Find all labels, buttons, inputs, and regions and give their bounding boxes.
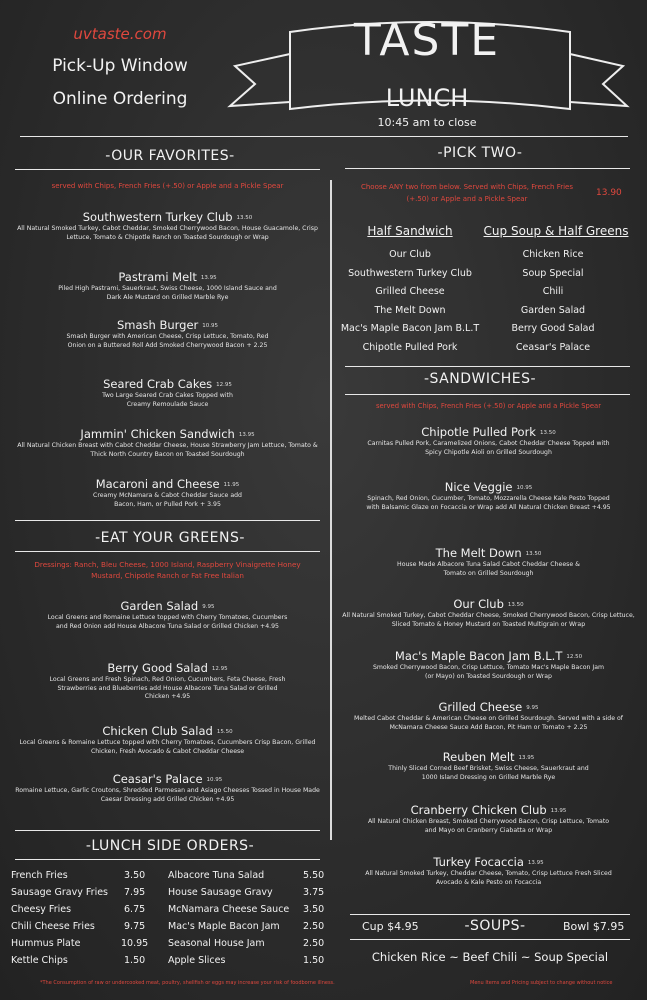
menu-item	[15, 266, 320, 302]
pick-two-price: 13.90	[596, 188, 622, 198]
item-desc: Smoked Cherrywood Bacon, Crisp Lettuce, Tomato Mac's Maple Bacon Jam (or Mayo) on Toasted Sourdough or Wrap	[372, 664, 605, 680]
pick-option: Ceasar's Palace	[515, 341, 591, 353]
sandwiches-heading: -SANDWICHES-	[423, 371, 537, 387]
pickup-window-text: Pick-Up Window	[52, 56, 188, 76]
soups-heading: -SOUPS-	[464, 918, 526, 934]
item-price: 9.95	[526, 705, 539, 711]
pick-option: Chili	[542, 286, 564, 298]
item-price: 12.95	[211, 666, 228, 672]
item-price: 13.95	[238, 432, 255, 438]
website-link[interactable]: uvtaste.com	[73, 25, 167, 43]
pick-two-rule	[345, 168, 630, 169]
item-name: Pastrami Melt	[118, 270, 197, 284]
menu-item	[15, 473, 320, 509]
item-price: 13.95	[200, 275, 217, 281]
side-price: 1.50	[303, 955, 325, 966]
item-desc: Creamy McNamara & Cabot Cheddar Sauce add Bacon, Ham, or Pulled Pork + 3.95	[93, 492, 242, 508]
side-name: Sausage Gravy Fries	[11, 887, 109, 898]
pick-option: Berry Good Salad	[511, 323, 595, 335]
pricing-disclaimer: Menu Items and Pricing subject to change without notice	[470, 980, 613, 986]
sides-top-rule	[15, 830, 320, 831]
item-name: Berry Good Salad	[107, 661, 208, 675]
item-price: 13.50	[539, 430, 556, 436]
favorites-heading: -OUR FAVORITES-	[105, 148, 235, 164]
item-name: Cranberry Chicken Club	[410, 803, 547, 817]
menu-item	[340, 593, 637, 629]
side-price: 3.50	[303, 904, 325, 915]
item-price: 13.50	[236, 215, 253, 221]
side-name: Kettle Chips	[11, 955, 68, 966]
item-name: Jammin' Chicken Sandwich	[80, 427, 235, 441]
column-divider	[330, 180, 332, 840]
item-name: Chipotle Pulled Pork	[421, 425, 536, 439]
item-desc: Melted Cabot Cheddar & American Cheese on Grilled Sourdough. Served with a side of McNamara Cheese Sauce Add Bacon, Pit Ham or Tomato + 2.25	[354, 715, 623, 731]
item-name: Seared Crab Cakes	[103, 377, 213, 391]
side-price: 3.50	[124, 870, 146, 881]
cup-soup-title: Cup Soup & Half Greens	[483, 224, 629, 238]
soups-top-rule	[350, 914, 630, 915]
sandwiches-note: served with Chips, French Fries (+.50) or Apple and a Pickle Spear	[375, 402, 601, 410]
item-price: 13.50	[507, 602, 524, 608]
sides-rule	[15, 859, 320, 860]
item-name: Turkey Focaccia	[433, 855, 524, 869]
soup-bowl-price: Bowl $7.95	[563, 920, 625, 933]
menu-item	[15, 595, 320, 631]
side-name: Albacore Tuna Salad	[168, 870, 265, 881]
side-price: 2.50	[303, 938, 325, 949]
item-desc: Local Greens and Romaine Lettuce topped with Cherry Tomatoes, Cucumbers and Red Onion add House Albacore Tuna Salad or Grilled Chicken +4.95	[47, 614, 288, 630]
item-price: 9.95	[202, 604, 215, 610]
item-name: Smash Burger	[116, 318, 199, 332]
favorites-rule	[15, 169, 320, 170]
soups-rule	[350, 939, 630, 940]
item-name: Garden Salad	[120, 599, 199, 613]
side-price: 2.50	[303, 921, 325, 932]
menu-item	[340, 696, 637, 732]
menu-item	[340, 645, 637, 681]
greens-rule	[15, 551, 320, 552]
side-name: French Fries	[11, 870, 68, 881]
soup-list: Chicken Rice ~ Beef Chili ~ Soup Special	[371, 950, 609, 964]
item-price: 15.50	[216, 729, 233, 735]
item-name: Nice Veggie	[444, 480, 513, 494]
item-desc: Carnitas Pulled Pork, Caramelized Onions, Cabot Cheddar Cheese Topped with Spicy Chipotle Aioli on Grilled Sourdough	[367, 440, 610, 456]
menu-item	[15, 206, 320, 242]
pick-option: Garden Salad	[520, 304, 586, 316]
menu-item	[340, 476, 637, 512]
side-name: Mac's Maple Bacon Jam	[168, 921, 280, 932]
pick-two-note: Choose ANY two from below. Served with Chips, French Fries (+.50) or Apple and a Pickle Spear	[360, 183, 574, 203]
side-price: 5.50	[303, 870, 325, 881]
pick-option: Grilled Cheese	[375, 286, 445, 298]
item-price: 13.95	[550, 808, 567, 814]
sandwiches-top-rule	[345, 366, 630, 367]
item-desc: All Natural Smoked Turkey, Cabot Cheddar, Smoked Cherrywood Bacon, House Guacamole, Crisp Lettuce, Tomato & Chipotle Ranch on Toasted Sourdough or Wrap	[17, 225, 318, 241]
item-desc: Romaine Lettuce, Garlic Croutons, Shredded Parmesan and Asiago Cheeses Tossed in House Made Caesar Dressing add Grilled Chicken +4.95	[15, 787, 320, 803]
item-price: 10.95	[202, 323, 219, 329]
side-name: Apple Slices	[168, 955, 226, 966]
pick-option: Mac's Maple Bacon Jam B.L.T	[340, 323, 480, 335]
side-name: Hummus Plate	[11, 938, 81, 949]
side-name: McNamara Cheese Sauce	[168, 904, 290, 915]
item-desc: All Natural Smoked Turkey, Cabot Cheddar Cheese, Smoked Cherrywood Bacon, Crisp Lettuce, Sliced Tomato & Honey Mustard on Toasted Multigrain or Wrap	[342, 612, 635, 628]
item-desc: Local Greens and Fresh Spinach, Red Onion, Cucumbers, Feta Cheese, Fresh Strawberries and Blueberries add House Albacore Tuna Salad or Grilled Chicken +4.95	[49, 676, 286, 701]
half-sandwich-title: Half Sandwich	[367, 224, 453, 238]
pick-option: Our Club	[389, 249, 431, 260]
menu-item	[15, 423, 320, 459]
brand-title: TASTE	[353, 15, 501, 66]
sandwiches-rule	[345, 394, 630, 395]
item-price: 13.95	[518, 755, 535, 761]
item-name: Macaroni and Cheese	[95, 477, 220, 491]
menu-item	[15, 657, 320, 702]
food-safety-disclaimer: *The Consumption of raw or undercooked meat, poultry, shellfish or eggs may increase your risk of foodborne illness.	[40, 980, 335, 986]
item-price: 12.50	[566, 654, 583, 660]
item-desc: House Made Albacore Tuna Salad Cabot Cheddar Cheese & Tomato on Grilled Sourdough	[397, 561, 580, 577]
half-sandwich-list	[335, 246, 485, 358]
item-name: Reuben Melt	[442, 750, 515, 764]
item-name: Chicken Club Salad	[102, 724, 213, 738]
greens-heading: -EAT YOUR GREENS-	[95, 530, 245, 546]
item-name: Our Club	[453, 597, 504, 611]
item-desc: Spinach, Red Onion, Cucumber, Tomato, Mozzarella Cheese Kale Pesto Topped with Balsamic Glaze on Focaccia or Wrap add All Natural Chicken Breast +4.95	[366, 495, 611, 511]
item-desc: Smash Burger with American Cheese, Crisp Lettuce, Tomato, Red Onion on a Buttered Roll Add Smoked Cherrywood Bacon + 2.25	[66, 333, 269, 349]
item-name: The Melt Down	[435, 546, 522, 560]
item-name: Ceasar's Palace	[112, 772, 203, 786]
item-price: 13.95	[527, 860, 544, 866]
side-name: Chili Cheese Fries	[11, 921, 95, 932]
item-name: Grilled Cheese	[438, 700, 523, 714]
item-name: Mac's Maple Bacon Jam B.L.T	[394, 649, 563, 663]
online-ordering-text: Online Ordering	[52, 89, 188, 109]
menu-item	[340, 799, 637, 835]
cup-soup-list	[478, 246, 628, 358]
item-price: 13.50	[525, 551, 542, 557]
soup-cup-price: Cup $4.95	[362, 920, 419, 933]
side-name: Cheesy Fries	[11, 904, 72, 915]
item-name: Southwestern Turkey Club	[82, 210, 233, 224]
side-price: 7.95	[124, 887, 146, 898]
meal-title: LUNCH	[385, 84, 469, 112]
side-price: 9.75	[124, 921, 146, 932]
greens-top-rule	[15, 520, 320, 521]
side-name: Seasonal House Jam	[168, 938, 265, 949]
item-price: 10.95	[516, 485, 533, 491]
pick-option: The Melt Down	[374, 304, 446, 316]
side-name: House Sausage Gravy	[168, 887, 273, 898]
item-price: 10.95	[206, 777, 223, 783]
item-desc: All Natural Smoked Turkey, Cheddar Cheese, Tomato, Crisp Lettuce Fresh Sliced Avocado & Kale Pesto on Focaccia	[365, 870, 612, 886]
side-price: 3.75	[303, 887, 325, 898]
side-price: 1.50	[124, 955, 146, 966]
pick-two-heading: -PICK TWO-	[437, 145, 523, 161]
pick-option: Soup Special	[522, 267, 584, 279]
pick-option: Chipotle Pulled Pork	[362, 341, 458, 353]
menu-item	[15, 768, 320, 804]
header-rule	[20, 136, 628, 137]
menu-item	[340, 542, 637, 578]
menu-item	[15, 720, 320, 756]
menu-item	[340, 851, 637, 887]
greens-note: Dressings: Ranch, Bleu Cheese, 1000 Island, Raspberry Vinaigrette Honey Mustard, Chipotle Ranch or Fat Free Italian	[34, 560, 301, 580]
side-price: 6.75	[124, 904, 146, 915]
menu-item	[340, 746, 637, 782]
side-price: 10.95	[121, 938, 149, 949]
pick-option: Chicken Rice	[522, 249, 584, 260]
item-price: 11.95	[223, 482, 240, 488]
menu-item	[15, 373, 320, 409]
item-desc: Piled High Pastrami, Sauerkraut, Swiss Cheese, 1000 Island Sauce and Dark Ale Mustard on Grilled Marble Rye	[58, 285, 277, 301]
hours-text: 10:45 am to close	[377, 116, 477, 129]
item-desc: Thinly Sliced Corned Beef Brisket, Swiss Cheese, Sauerkraut and 1000 Island Dressing on Grilled Marble Rye	[388, 765, 589, 781]
pick-option: Southwestern Turkey Club	[348, 267, 472, 279]
item-desc: All Natural Chicken Breast, Smoked Cherrywood Bacon, Crisp Lettuce, Tomato and Mayo on Cranberry Ciabatta or Wrap	[367, 818, 610, 834]
favorites-note: served with Chips, French Fries (+.50) or Apple and a Pickle Spear	[51, 182, 284, 190]
menu-item	[340, 421, 637, 457]
sides-heading: -LUNCH SIDE ORDERS-	[85, 838, 255, 854]
item-desc: All Natural Chicken Breast with Cabot Cheddar Cheese, House Strawberry Jam Lettuce, Tomato & Thick North Country Bacon on Toasted Sourdough	[17, 442, 318, 458]
item-price: 12.95	[216, 382, 232, 388]
item-desc: Local Greens & Romaine Lettuce topped with Cherry Tomatoes, Cucumbers Crisp Bacon, Grilled Chicken, Fresh Avocado & Cabot Cheddar Cheese	[19, 739, 316, 755]
item-desc: Two Large Seared Crab Cakes Topped with Creamy Remoulade Sauce	[102, 392, 233, 408]
menu-item	[15, 314, 320, 350]
